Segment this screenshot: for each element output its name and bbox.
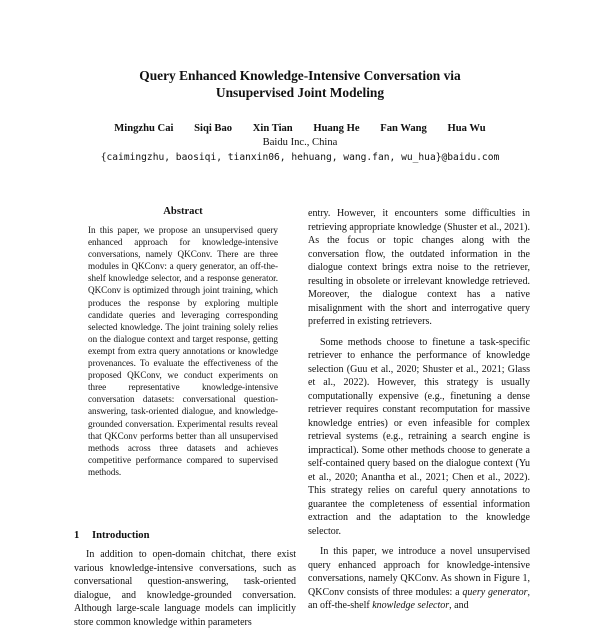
author-name: Siqi Bao bbox=[194, 123, 233, 134]
abstract-heading: Abstract bbox=[163, 206, 203, 217]
body-paragraph: Some methods choose to finetune a task-specific retriever to enhance the performance of knowledge selection (Guu et al., 2020; Shuster et al., 2021; Glass et al., 2022). However, this strategy is usually computationally expensive (e.g., finetuning a dense retriever requires constant recomputation for massive knowledge entries) or even infeasible for complex retrieval systems (e.g., retraining a search engine is impractical). Some other methods choose to generate a self-contained query based on the dialogue context (Yu et al., 2020; Anantha et al., 2021; Chen et al., 2022). This strategy relies on careful query annotations to guarantee the completeness of essential information extraction and the adaptation to the knowledge selector. bbox=[308, 336, 530, 537]
author-emails: {caimingzhu, baosiqi, tianxin06, hehuang, wang.fan, wu_hua}@baidu.com bbox=[100, 152, 500, 163]
paper-title bbox=[60, 67, 540, 101]
title-line-2: Unsupervised Joint Modeling bbox=[215, 85, 385, 100]
affiliation: Baidu Inc., China bbox=[262, 137, 338, 148]
author-name: Xin Tian bbox=[252, 123, 293, 134]
author-name: Mingzhu Cai bbox=[114, 123, 174, 134]
paragraph-text: , and bbox=[449, 600, 469, 611]
abstract-text: In this paper, we propose an unsupervised query enhanced approach for knowledge-intensive conversations, namely QKConv. There are three modules in QKConv: a query generator, an off-the-shelf knowledge selector, and a response generator. QKConv is optimized through joint training, which produces the response by exploring multiple candidate queries and leveraging corresponding selected knowledge. The joint training solely relies on the dialogue context and target response, getting exempt from extra query annotations or knowledge provenances. To evaluate the effectiveness of the proposed QKConv, we conduct experiments on three representative knowledge-intensive conversation datasets: conversational question-answering, task-oriented dialogue, and knowledge-grounded conversation. Experimental results reveal that QKConv performs better than all unsupervised methods across three datasets and achieves competitive performance compared to supervised methods. bbox=[88, 225, 278, 477]
knowledge-selector-term: knowledge selector bbox=[372, 600, 450, 611]
query-generator-term: query generator bbox=[462, 586, 528, 598]
section-number: 1 bbox=[74, 530, 80, 541]
right-column bbox=[308, 207, 530, 620]
body-paragraph: entry. However, it encounters some difficulties in retrieving appropriate knowledge (Shuster et al., 2021). As the focus or topic changes along with the conversation flow, the outdated information in the dialogue context brings extra noise to the retriever, resulting in obsolete or irrelevant knowledge retrieved. Moreover, the dialogue context has a native misalignment with the short and interrogative query preferred in existing retrievers. bbox=[308, 208, 530, 327]
title-line-1: Query Enhanced Knowledge-Intensive Conversation via bbox=[139, 68, 461, 83]
author-name: Huang He bbox=[313, 123, 360, 134]
body-paragraph bbox=[308, 545, 530, 613]
introduction-body bbox=[74, 548, 296, 629]
introduction-paragraph: In addition to open-domain chitchat, there exist various knowledge-intensive conversations, such as conversational question-answering, task-oriented dialogue, and knowledge-grounded conversation. Although large-scale language models can implicitly store common knowledge within parameters bbox=[74, 549, 296, 628]
paragraph-text: In this paper, we introduce a novel unsupervised query enhanced approach for knowledge-intensive conversations, namely QKConv. As shown in Figure 1, QKConv consists of three modules: a bbox=[308, 546, 530, 598]
section-heading-introduction bbox=[74, 530, 294, 541]
author-name: Hua Wu bbox=[447, 123, 486, 134]
author-list bbox=[60, 122, 540, 136]
author-name: Fan Wang bbox=[380, 123, 427, 134]
paragraph-text: , an off-the-shelf bbox=[308, 586, 530, 611]
section-title: Introduction bbox=[92, 530, 150, 541]
